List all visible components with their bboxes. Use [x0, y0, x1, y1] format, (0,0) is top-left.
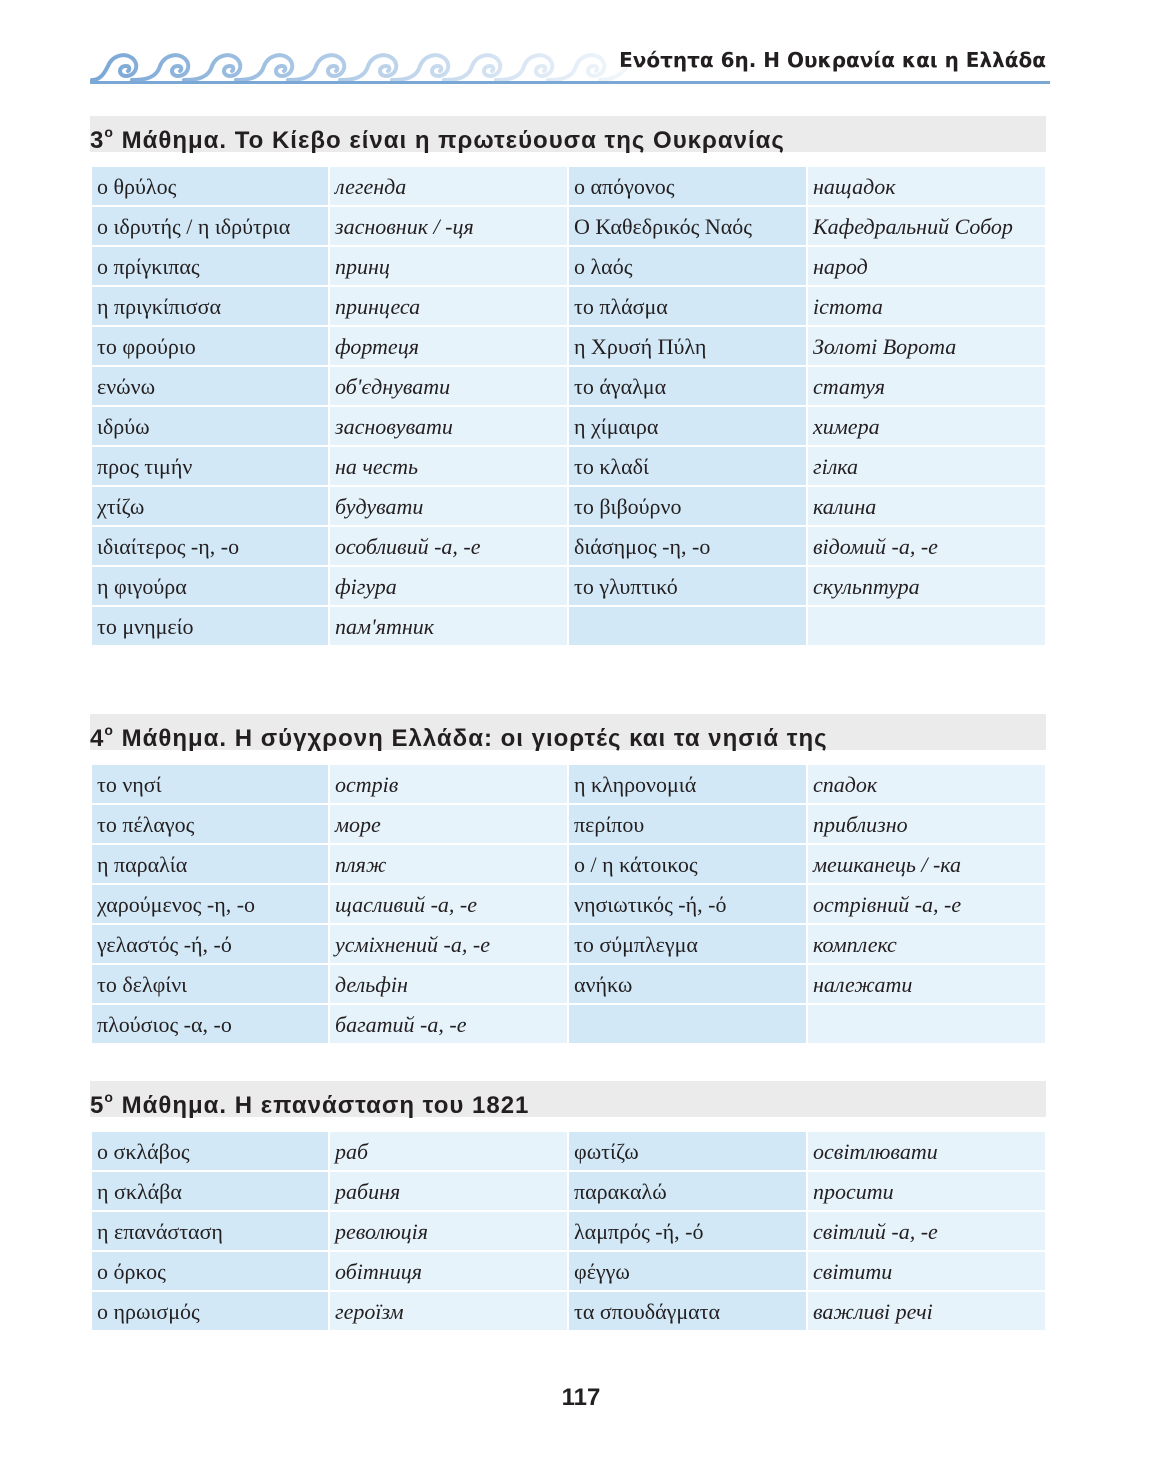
ukrainian-translation: Золоті Ворота — [808, 327, 1045, 365]
greek-term: το δελφίνι — [92, 965, 328, 1003]
vocabulary-row — [92, 1005, 1045, 1043]
vocabulary-row — [92, 567, 1045, 605]
vocabulary-row — [92, 287, 1045, 325]
greek-term: η Χρυσή Πύλη — [569, 327, 806, 365]
ukrainian-translation — [808, 607, 1045, 645]
greek-term: ο / η κάτοικος — [569, 845, 806, 883]
lesson-4-heading — [90, 714, 1046, 750]
greek-term: η παραλία — [92, 845, 328, 883]
vocabulary-row — [92, 527, 1045, 565]
ukrainian-translation: острів — [330, 765, 567, 803]
ukrainian-translation: істота — [808, 287, 1045, 325]
greek-term: προς τιμήν — [92, 447, 328, 485]
greek-term: το γλυπτικό — [569, 567, 806, 605]
ukrainian-translation: раб — [330, 1132, 567, 1170]
ukrainian-translation: спадок — [808, 765, 1045, 803]
lesson-number: 5 — [90, 1092, 105, 1119]
vocabulary-row — [92, 367, 1045, 405]
ukrainian-translation: статуя — [808, 367, 1045, 405]
greek-term: φέγγω — [569, 1252, 806, 1290]
lesson-title: Μάθημα. Η σύγχρονη Ελλάδα: οι γιορτές και τα νησιά της — [121, 725, 828, 752]
greek-term: η πριγκίπισσα — [92, 287, 328, 325]
vocabulary-row — [92, 925, 1045, 963]
ukrainian-translation: освітлювати — [808, 1132, 1045, 1170]
lesson-title: Μάθημα. Η επανάσταση του 1821 — [121, 1092, 530, 1119]
lesson-3-heading — [90, 116, 1046, 152]
greek-wave-ornament-icon — [90, 46, 630, 84]
ukrainian-translation: пляж — [330, 845, 567, 883]
vocabulary-row — [92, 167, 1045, 205]
greek-term: Ο Καθεδρικός Ναός — [569, 207, 806, 245]
ukrainian-translation: на честь — [330, 447, 567, 485]
lesson-number: 4 — [90, 725, 105, 752]
ukrainian-translation: засновувати — [330, 407, 567, 445]
greek-term — [569, 1005, 806, 1043]
vocabulary-row — [92, 1252, 1045, 1290]
greek-term: ενώνω — [92, 367, 328, 405]
greek-term: η φιγούρα — [92, 567, 328, 605]
greek-term: το φρούριο — [92, 327, 328, 365]
greek-term: ο πρίγκιπας — [92, 247, 328, 285]
ukrainian-translation: революція — [330, 1212, 567, 1250]
page-number: 117 — [561, 1384, 601, 1411]
ukrainian-translation: народ — [808, 247, 1045, 285]
vocabulary-row — [92, 407, 1045, 445]
ukrainian-translation: обітниця — [330, 1252, 567, 1290]
vocabulary-row — [92, 327, 1045, 365]
vocabulary-table-lesson-3 — [90, 165, 1047, 647]
ukrainian-translation: принц — [330, 247, 567, 285]
vocabulary-row — [92, 805, 1045, 843]
greek-term: ο ιδρυτής / η ιδρύτρια — [92, 207, 328, 245]
vocabulary-row — [92, 487, 1045, 525]
ukrainian-translation: рабиня — [330, 1172, 567, 1210]
greek-term: παρακαλώ — [569, 1172, 806, 1210]
ukrainian-translation: усміхнений -а, -е — [330, 925, 567, 963]
ukrainian-translation: скульптура — [808, 567, 1045, 605]
greek-term: ο απόγονος — [569, 167, 806, 205]
greek-term: διάσημος -η, -ο — [569, 527, 806, 565]
greek-term: ο όρκος — [92, 1252, 328, 1290]
vocabulary-row — [92, 965, 1045, 1003]
greek-term: ανήκω — [569, 965, 806, 1003]
ukrainian-translation: засновник / -ця — [330, 207, 567, 245]
vocabulary-table-lesson-5 — [90, 1130, 1047, 1332]
ukrainian-translation: нащадок — [808, 167, 1045, 205]
ukrainian-translation: калина — [808, 487, 1045, 525]
greek-term: το σύμπλεγμα — [569, 925, 806, 963]
greek-term: χτίζω — [92, 487, 328, 525]
ukrainian-translation — [808, 1005, 1045, 1043]
ukrainian-translation: гілка — [808, 447, 1045, 485]
greek-term: λαμπρός -ή, -ό — [569, 1212, 806, 1250]
vocabulary-row — [92, 885, 1045, 923]
header-rule — [90, 81, 1050, 84]
ukrainian-translation: важливі речі — [808, 1292, 1045, 1330]
page-header — [0, 0, 1162, 90]
ukrainian-translation: принцеса — [330, 287, 567, 325]
ukrainian-translation: химера — [808, 407, 1045, 445]
greek-term: τα σπουδάγματα — [569, 1292, 806, 1330]
ukrainian-translation: належати — [808, 965, 1045, 1003]
ukrainian-translation: фортеця — [330, 327, 567, 365]
greek-term: το βιβούρνο — [569, 487, 806, 525]
vocabulary-row — [92, 1132, 1045, 1170]
ukrainian-translation: мешканець / -ка — [808, 845, 1045, 883]
greek-term: χαρούμενος -η, -ο — [92, 885, 328, 923]
ukrainian-translation: світити — [808, 1252, 1045, 1290]
ordinal-mark: ο — [104, 722, 114, 738]
ukrainian-translation: острівний -а, -е — [808, 885, 1045, 923]
greek-term: η σκλάβα — [92, 1172, 328, 1210]
greek-term: φωτίζω — [569, 1132, 806, 1170]
vocabulary-row — [92, 1212, 1045, 1250]
lesson-number: 3 — [90, 127, 105, 154]
greek-term: το κλαδί — [569, 447, 806, 485]
ukrainian-translation: світлий -а, -е — [808, 1212, 1045, 1250]
greek-term — [569, 607, 806, 645]
vocabulary-row — [92, 207, 1045, 245]
greek-term: το άγαλμα — [569, 367, 806, 405]
ukrainian-translation: легенда — [330, 167, 567, 205]
greek-term: η κληρονομιά — [569, 765, 806, 803]
ukrainian-translation: дельфін — [330, 965, 567, 1003]
unit-title: Ενότητα 6η. Η Ουκρανία και η Ελλάδα — [619, 48, 1046, 72]
ukrainian-translation: просити — [808, 1172, 1045, 1210]
greek-term: το πλάσμα — [569, 287, 806, 325]
greek-term: ιδιαίτερος -η, -ο — [92, 527, 328, 565]
greek-term: ιδρύω — [92, 407, 328, 445]
ukrainian-translation: відомий -а, -е — [808, 527, 1045, 565]
ukrainian-translation: пам'ятник — [330, 607, 567, 645]
greek-term: γελαστός -ή, -ό — [92, 925, 328, 963]
ukrainian-translation: приблизно — [808, 805, 1045, 843]
greek-term: ο σκλάβος — [92, 1132, 328, 1170]
ordinal-mark: ο — [104, 1089, 114, 1105]
vocabulary-table-lesson-4 — [90, 763, 1047, 1045]
greek-term: το μνημείο — [92, 607, 328, 645]
greek-term: ο ηρωισμός — [92, 1292, 328, 1330]
greek-term: νησιωτικός -ή, -ό — [569, 885, 806, 923]
vocabulary-row — [92, 1172, 1045, 1210]
greek-term: περίπου — [569, 805, 806, 843]
greek-term: πλούσιος -α, -ο — [92, 1005, 328, 1043]
ukrainian-translation: будувати — [330, 487, 567, 525]
ordinal-mark: ο — [104, 124, 114, 140]
greek-term: η χίμαιρα — [569, 407, 806, 445]
vocabulary-row — [92, 607, 1045, 645]
greek-term: το νησί — [92, 765, 328, 803]
greek-term: η επανάσταση — [92, 1212, 328, 1250]
vocabulary-row — [92, 247, 1045, 285]
greek-term: ο θρύλος — [92, 167, 328, 205]
ukrainian-translation: Кафедральний Собор — [808, 207, 1045, 245]
ukrainian-translation: героїзм — [330, 1292, 567, 1330]
vocabulary-row — [92, 1292, 1045, 1330]
ukrainian-translation: море — [330, 805, 567, 843]
ukrainian-translation: особливий -а, -е — [330, 527, 567, 565]
greek-term: το πέλαγος — [92, 805, 328, 843]
ukrainian-translation: об'єднувати — [330, 367, 567, 405]
vocabulary-row — [92, 765, 1045, 803]
greek-term: ο λαός — [569, 247, 806, 285]
ukrainian-translation: багатий -а, -е — [330, 1005, 567, 1043]
vocabulary-row — [92, 447, 1045, 485]
lesson-title: Μάθημα. Το Κίεβο είναι η πρωτεύουσα της Ουκρανίας — [121, 127, 785, 154]
ukrainian-translation: фігура — [330, 567, 567, 605]
ukrainian-translation: щасливий -а, -е — [330, 885, 567, 923]
lesson-5-heading — [90, 1081, 1046, 1117]
vocabulary-row — [92, 845, 1045, 883]
ukrainian-translation: комплекс — [808, 925, 1045, 963]
